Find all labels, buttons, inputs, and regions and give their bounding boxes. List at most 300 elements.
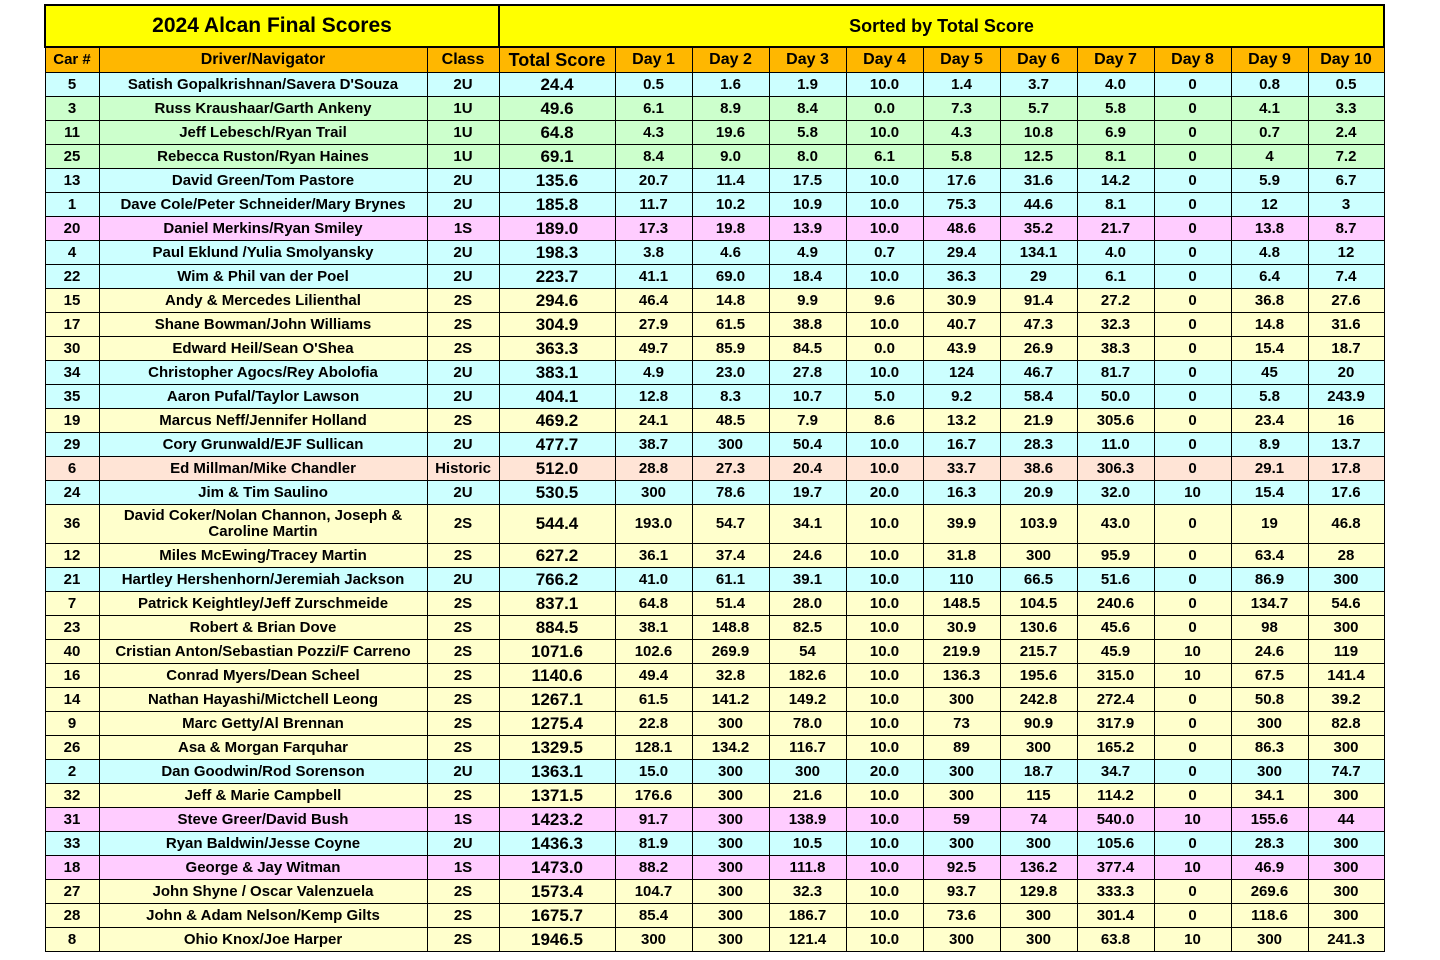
header-day-2: Day 2 [692, 47, 769, 73]
day-2-score-cell: 61.1 [692, 568, 769, 592]
day-4-score-cell: 10.0 [846, 712, 923, 736]
total-score-cell: 383.1 [499, 361, 615, 385]
day-6-score-cell: 35.2 [1000, 217, 1077, 241]
table-row [45, 832, 1384, 856]
day-5-score-cell: 4.3 [923, 121, 1000, 145]
day-6-score-cell: 28.3 [1000, 433, 1077, 457]
day-9-score-cell: 29.1 [1231, 457, 1308, 481]
day-6-score-cell: 215.7 [1000, 640, 1077, 664]
day-9-score-cell: 5.9 [1231, 169, 1308, 193]
day-7-score-cell: 43.0 [1077, 505, 1154, 544]
day-10-score-cell: 119 [1308, 640, 1384, 664]
title-row [45, 5, 1384, 47]
day-8-score-cell: 0 [1154, 544, 1231, 568]
driver-navigator-cell: Wim & Phil van der Poel [99, 265, 427, 289]
day-3-score-cell: 186.7 [769, 904, 846, 928]
day-8-score-cell: 0 [1154, 145, 1231, 169]
driver-navigator-cell: Jeff & Marie Campbell [99, 784, 427, 808]
day-4-score-cell: 10.0 [846, 457, 923, 481]
class-cell: 1S [427, 808, 499, 832]
driver-navigator-cell: Conrad Myers/Dean Scheel [99, 664, 427, 688]
day-2-score-cell: 85.9 [692, 337, 769, 361]
day-7-score-cell: 114.2 [1077, 784, 1154, 808]
day-7-score-cell: 14.2 [1077, 169, 1154, 193]
day-1-score-cell: 102.6 [615, 640, 692, 664]
day-3-score-cell: 27.8 [769, 361, 846, 385]
total-score-cell: 1329.5 [499, 736, 615, 760]
day-10-score-cell: 31.6 [1308, 313, 1384, 337]
day-3-score-cell: 9.9 [769, 289, 846, 313]
day-5-score-cell: 9.2 [923, 385, 1000, 409]
day-5-score-cell: 300 [923, 688, 1000, 712]
class-cell: 2S [427, 664, 499, 688]
day-9-score-cell: 63.4 [1231, 544, 1308, 568]
day-3-score-cell: 7.9 [769, 409, 846, 433]
day-8-score-cell: 0 [1154, 505, 1231, 544]
driver-navigator-cell: Daniel Merkins/Ryan Smiley [99, 217, 427, 241]
day-4-score-cell: 0.7 [846, 241, 923, 265]
day-4-score-cell: 10.0 [846, 616, 923, 640]
day-5-score-cell: 17.6 [923, 169, 1000, 193]
day-1-score-cell: 36.1 [615, 544, 692, 568]
total-score-cell: 1473.0 [499, 856, 615, 880]
day-3-score-cell: 5.8 [769, 121, 846, 145]
day-6-score-cell: 91.4 [1000, 289, 1077, 313]
day-2-score-cell: 4.6 [692, 241, 769, 265]
day-4-score-cell: 6.1 [846, 145, 923, 169]
car-number-cell: 34 [45, 361, 99, 385]
car-number-cell: 12 [45, 544, 99, 568]
day-9-score-cell: 8.9 [1231, 433, 1308, 457]
car-number-cell: 33 [45, 832, 99, 856]
table-row [45, 568, 1384, 592]
day-8-score-cell: 0 [1154, 433, 1231, 457]
day-7-score-cell: 240.6 [1077, 592, 1154, 616]
day-1-score-cell: 49.7 [615, 337, 692, 361]
car-number-cell: 23 [45, 616, 99, 640]
day-1-score-cell: 3.8 [615, 241, 692, 265]
day-5-score-cell: 43.9 [923, 337, 1000, 361]
day-5-score-cell: 300 [923, 784, 1000, 808]
day-8-score-cell: 0 [1154, 265, 1231, 289]
total-score-cell: 185.8 [499, 193, 615, 217]
car-number-cell: 14 [45, 688, 99, 712]
car-number-cell: 25 [45, 145, 99, 169]
day-4-score-cell: 10.0 [846, 193, 923, 217]
day-7-score-cell: 81.7 [1077, 361, 1154, 385]
total-score-cell: 363.3 [499, 337, 615, 361]
driver-navigator-cell: Shane Bowman/John Williams [99, 313, 427, 337]
day-6-score-cell: 129.8 [1000, 880, 1077, 904]
total-score-cell: 1275.4 [499, 712, 615, 736]
day-3-score-cell: 17.5 [769, 169, 846, 193]
day-7-score-cell: 301.4 [1077, 904, 1154, 928]
total-score-cell: 404.1 [499, 385, 615, 409]
day-1-score-cell: 193.0 [615, 505, 692, 544]
day-2-score-cell: 14.8 [692, 289, 769, 313]
day-3-score-cell: 121.4 [769, 928, 846, 952]
day-3-score-cell: 8.4 [769, 97, 846, 121]
day-8-score-cell: 0 [1154, 385, 1231, 409]
driver-navigator-cell: Aaron Pufal/Taylor Lawson [99, 385, 427, 409]
day-6-score-cell: 46.7 [1000, 361, 1077, 385]
driver-navigator-cell: Russ Kraushaar/Garth Ankeny [99, 97, 427, 121]
day-1-score-cell: 300 [615, 481, 692, 505]
day-1-score-cell: 4.9 [615, 361, 692, 385]
day-2-score-cell: 8.9 [692, 97, 769, 121]
day-9-score-cell: 118.6 [1231, 904, 1308, 928]
header-day-1: Day 1 [615, 47, 692, 73]
table-row [45, 481, 1384, 505]
day-6-score-cell: 300 [1000, 544, 1077, 568]
day-1-score-cell: 17.3 [615, 217, 692, 241]
day-10-score-cell: 241.3 [1308, 928, 1384, 952]
day-3-score-cell: 182.6 [769, 664, 846, 688]
table-row [45, 385, 1384, 409]
class-cell: 2U [427, 73, 499, 97]
class-cell: 2S [427, 928, 499, 952]
day-1-score-cell: 38.7 [615, 433, 692, 457]
day-8-score-cell: 0 [1154, 409, 1231, 433]
day-7-score-cell: 45.6 [1077, 616, 1154, 640]
class-cell: 2S [427, 544, 499, 568]
day-1-score-cell: 12.8 [615, 385, 692, 409]
day-1-score-cell: 38.1 [615, 616, 692, 640]
day-8-score-cell: 10 [1154, 481, 1231, 505]
day-6-score-cell: 21.9 [1000, 409, 1077, 433]
day-10-score-cell: 16 [1308, 409, 1384, 433]
day-2-score-cell: 78.6 [692, 481, 769, 505]
total-score-cell: 64.8 [499, 121, 615, 145]
day-4-score-cell: 10.0 [846, 505, 923, 544]
header-driver: Driver/Navigator [99, 47, 427, 73]
day-5-score-cell: 36.3 [923, 265, 1000, 289]
day-2-score-cell: 37.4 [692, 544, 769, 568]
car-number-cell: 2 [45, 760, 99, 784]
day-6-score-cell: 136.2 [1000, 856, 1077, 880]
day-6-score-cell: 47.3 [1000, 313, 1077, 337]
day-1-score-cell: 24.1 [615, 409, 692, 433]
day-5-score-cell: 48.6 [923, 217, 1000, 241]
class-cell: 2U [427, 433, 499, 457]
day-7-score-cell: 45.9 [1077, 640, 1154, 664]
day-1-score-cell: 6.1 [615, 97, 692, 121]
class-cell: 1U [427, 121, 499, 145]
day-7-score-cell: 11.0 [1077, 433, 1154, 457]
day-2-score-cell: 300 [692, 760, 769, 784]
day-5-score-cell: 13.2 [923, 409, 1000, 433]
header-class: Class [427, 47, 499, 73]
day-8-score-cell: 0 [1154, 121, 1231, 145]
day-2-score-cell: 27.3 [692, 457, 769, 481]
day-4-score-cell: 10.0 [846, 265, 923, 289]
car-number-cell: 35 [45, 385, 99, 409]
day-4-score-cell: 10.0 [846, 313, 923, 337]
table-row [45, 433, 1384, 457]
day-5-score-cell: 39.9 [923, 505, 1000, 544]
day-6-score-cell: 20.9 [1000, 481, 1077, 505]
header-day-4: Day 4 [846, 47, 923, 73]
day-6-score-cell: 195.6 [1000, 664, 1077, 688]
driver-navigator-cell: Robert & Brian Dove [99, 616, 427, 640]
day-10-score-cell: 300 [1308, 736, 1384, 760]
day-9-score-cell: 12 [1231, 193, 1308, 217]
day-10-score-cell: 82.8 [1308, 712, 1384, 736]
day-8-score-cell: 0 [1154, 784, 1231, 808]
day-8-score-cell: 0 [1154, 73, 1231, 97]
day-3-score-cell: 10.5 [769, 832, 846, 856]
class-cell: 1U [427, 145, 499, 169]
day-3-score-cell: 54 [769, 640, 846, 664]
class-cell: 1S [427, 217, 499, 241]
day-3-score-cell: 28.0 [769, 592, 846, 616]
day-5-score-cell: 93.7 [923, 880, 1000, 904]
driver-navigator-cell: Marcus Neff/Jennifer Holland [99, 409, 427, 433]
day-2-score-cell: 48.5 [692, 409, 769, 433]
day-4-score-cell: 10.0 [846, 736, 923, 760]
day-2-score-cell: 300 [692, 712, 769, 736]
total-score-cell: 1363.1 [499, 760, 615, 784]
day-4-score-cell: 5.0 [846, 385, 923, 409]
table-row [45, 73, 1384, 97]
table-row [45, 169, 1384, 193]
day-7-score-cell: 63.8 [1077, 928, 1154, 952]
day-5-score-cell: 73 [923, 712, 1000, 736]
day-6-score-cell: 300 [1000, 904, 1077, 928]
day-2-score-cell: 300 [692, 832, 769, 856]
day-2-score-cell: 141.2 [692, 688, 769, 712]
day-3-score-cell: 19.7 [769, 481, 846, 505]
day-4-score-cell: 10.0 [846, 640, 923, 664]
class-cell: 2S [427, 904, 499, 928]
day-3-score-cell: 111.8 [769, 856, 846, 880]
class-cell: 2S [427, 592, 499, 616]
day-6-score-cell: 134.1 [1000, 241, 1077, 265]
day-4-score-cell: 10.0 [846, 928, 923, 952]
car-number-cell: 24 [45, 481, 99, 505]
day-10-score-cell: 18.7 [1308, 337, 1384, 361]
car-number-cell: 21 [45, 568, 99, 592]
day-5-score-cell: 29.4 [923, 241, 1000, 265]
header-day-7: Day 7 [1077, 47, 1154, 73]
day-10-score-cell: 0.5 [1308, 73, 1384, 97]
driver-navigator-cell: Paul Eklund /Yulia Smolyansky [99, 241, 427, 265]
class-cell: 2S [427, 337, 499, 361]
total-score-cell: 884.5 [499, 616, 615, 640]
day-6-score-cell: 5.7 [1000, 97, 1077, 121]
driver-navigator-cell: Cristian Anton/Sebastian Pozzi/F Carreno [99, 640, 427, 664]
day-3-score-cell: 34.1 [769, 505, 846, 544]
day-9-score-cell: 86.3 [1231, 736, 1308, 760]
day-4-score-cell: 10.0 [846, 169, 923, 193]
table-row [45, 712, 1384, 736]
day-2-score-cell: 23.0 [692, 361, 769, 385]
day-7-score-cell: 306.3 [1077, 457, 1154, 481]
table-row [45, 688, 1384, 712]
total-score-cell: 189.0 [499, 217, 615, 241]
driver-navigator-cell: Marc Getty/Al Brennan [99, 712, 427, 736]
total-score-cell: 544.4 [499, 505, 615, 544]
day-9-score-cell: 23.4 [1231, 409, 1308, 433]
car-number-cell: 4 [45, 241, 99, 265]
day-1-score-cell: 64.8 [615, 592, 692, 616]
day-10-score-cell: 8.7 [1308, 217, 1384, 241]
driver-navigator-cell: Cory Grunwald/EJF Sullican [99, 433, 427, 457]
day-2-score-cell: 300 [692, 880, 769, 904]
day-9-score-cell: 300 [1231, 928, 1308, 952]
day-1-score-cell: 85.4 [615, 904, 692, 928]
table-row [45, 217, 1384, 241]
driver-navigator-cell: Ed Millman/Mike Chandler [99, 457, 427, 481]
class-cell: 2U [427, 265, 499, 289]
driver-navigator-cell: Christopher Agocs/Rey Abolofia [99, 361, 427, 385]
car-number-cell: 27 [45, 880, 99, 904]
day-4-score-cell: 10.0 [846, 568, 923, 592]
day-8-score-cell: 10 [1154, 856, 1231, 880]
day-1-score-cell: 61.5 [615, 688, 692, 712]
day-2-score-cell: 300 [692, 433, 769, 457]
day-4-score-cell: 20.0 [846, 760, 923, 784]
day-5-score-cell: 219.9 [923, 640, 1000, 664]
car-number-cell: 15 [45, 289, 99, 313]
day-4-score-cell: 10.0 [846, 592, 923, 616]
day-8-score-cell: 0 [1154, 760, 1231, 784]
header-day-6: Day 6 [1000, 47, 1077, 73]
table-row [45, 736, 1384, 760]
day-2-score-cell: 134.2 [692, 736, 769, 760]
class-cell: 2S [427, 640, 499, 664]
day-7-score-cell: 5.8 [1077, 97, 1154, 121]
day-1-score-cell: 4.3 [615, 121, 692, 145]
day-2-score-cell: 300 [692, 928, 769, 952]
day-1-score-cell: 46.4 [615, 289, 692, 313]
day-8-score-cell: 0 [1154, 289, 1231, 313]
day-5-score-cell: 30.9 [923, 289, 1000, 313]
day-8-score-cell: 0 [1154, 712, 1231, 736]
day-1-score-cell: 15.0 [615, 760, 692, 784]
day-6-score-cell: 130.6 [1000, 616, 1077, 640]
day-2-score-cell: 19.8 [692, 217, 769, 241]
class-cell: 2S [427, 409, 499, 433]
day-9-score-cell: 269.6 [1231, 880, 1308, 904]
class-cell: 2S [427, 688, 499, 712]
day-10-score-cell: 27.6 [1308, 289, 1384, 313]
class-cell: 2U [427, 832, 499, 856]
header-day-5: Day 5 [923, 47, 1000, 73]
day-5-score-cell: 1.4 [923, 73, 1000, 97]
driver-navigator-cell: Hartley Hershenhorn/Jeremiah Jackson [99, 568, 427, 592]
day-5-score-cell: 31.8 [923, 544, 1000, 568]
day-7-score-cell: 6.1 [1077, 265, 1154, 289]
day-6-score-cell: 74 [1000, 808, 1077, 832]
total-score-cell: 1140.6 [499, 664, 615, 688]
total-score-cell: 1371.5 [499, 784, 615, 808]
day-3-score-cell: 10.9 [769, 193, 846, 217]
day-9-score-cell: 6.4 [1231, 265, 1308, 289]
day-3-score-cell: 20.4 [769, 457, 846, 481]
day-4-score-cell: 10.0 [846, 121, 923, 145]
day-2-score-cell: 1.6 [692, 73, 769, 97]
header-day-10: Day 10 [1308, 47, 1384, 73]
class-cell: 2S [427, 289, 499, 313]
day-4-score-cell: 10.0 [846, 808, 923, 832]
day-10-score-cell: 2.4 [1308, 121, 1384, 145]
day-2-score-cell: 148.8 [692, 616, 769, 640]
total-score-cell: 294.6 [499, 289, 615, 313]
day-6-score-cell: 38.6 [1000, 457, 1077, 481]
day-6-score-cell: 66.5 [1000, 568, 1077, 592]
car-number-cell: 22 [45, 265, 99, 289]
day-3-score-cell: 4.9 [769, 241, 846, 265]
day-1-score-cell: 128.1 [615, 736, 692, 760]
day-8-score-cell: 0 [1154, 832, 1231, 856]
day-6-score-cell: 29 [1000, 265, 1077, 289]
driver-navigator-cell: Steve Greer/David Bush [99, 808, 427, 832]
scores-table [44, 4, 1385, 952]
day-9-score-cell: 155.6 [1231, 808, 1308, 832]
day-7-score-cell: 32.3 [1077, 313, 1154, 337]
day-6-score-cell: 104.5 [1000, 592, 1077, 616]
class-cell: 2U [427, 760, 499, 784]
class-cell: 2U [427, 169, 499, 193]
day-7-score-cell: 315.0 [1077, 664, 1154, 688]
car-number-cell: 7 [45, 592, 99, 616]
class-cell: 2S [427, 505, 499, 544]
day-9-score-cell: 300 [1231, 712, 1308, 736]
class-cell: 2S [427, 880, 499, 904]
car-number-cell: 17 [45, 313, 99, 337]
table-row [45, 361, 1384, 385]
car-number-cell: 19 [45, 409, 99, 433]
day-8-score-cell: 0 [1154, 337, 1231, 361]
day-10-score-cell: 300 [1308, 904, 1384, 928]
day-10-score-cell: 300 [1308, 880, 1384, 904]
day-5-score-cell: 59 [923, 808, 1000, 832]
day-8-score-cell: 10 [1154, 640, 1231, 664]
total-score-cell: 1423.2 [499, 808, 615, 832]
table-row [45, 289, 1384, 313]
day-3-score-cell: 50.4 [769, 433, 846, 457]
day-10-score-cell: 3.3 [1308, 97, 1384, 121]
day-6-score-cell: 18.7 [1000, 760, 1077, 784]
table-row [45, 904, 1384, 928]
day-7-score-cell: 8.1 [1077, 145, 1154, 169]
class-cell: 2U [427, 193, 499, 217]
day-2-score-cell: 269.9 [692, 640, 769, 664]
day-1-score-cell: 88.2 [615, 856, 692, 880]
day-3-score-cell: 84.5 [769, 337, 846, 361]
total-score-cell: 627.2 [499, 544, 615, 568]
day-2-score-cell: 300 [692, 784, 769, 808]
class-cell: Historic [427, 457, 499, 481]
day-4-score-cell: 10.0 [846, 904, 923, 928]
table-row [45, 928, 1384, 952]
day-9-score-cell: 15.4 [1231, 337, 1308, 361]
day-9-score-cell: 34.1 [1231, 784, 1308, 808]
car-number-cell: 40 [45, 640, 99, 664]
day-1-score-cell: 91.7 [615, 808, 692, 832]
day-3-score-cell: 78.0 [769, 712, 846, 736]
day-1-score-cell: 22.8 [615, 712, 692, 736]
table-row [45, 856, 1384, 880]
day-10-score-cell: 300 [1308, 568, 1384, 592]
day-8-score-cell: 10 [1154, 808, 1231, 832]
class-cell: 2U [427, 568, 499, 592]
day-7-score-cell: 50.0 [1077, 385, 1154, 409]
day-1-score-cell: 49.4 [615, 664, 692, 688]
day-8-score-cell: 0 [1154, 592, 1231, 616]
day-1-score-cell: 20.7 [615, 169, 692, 193]
